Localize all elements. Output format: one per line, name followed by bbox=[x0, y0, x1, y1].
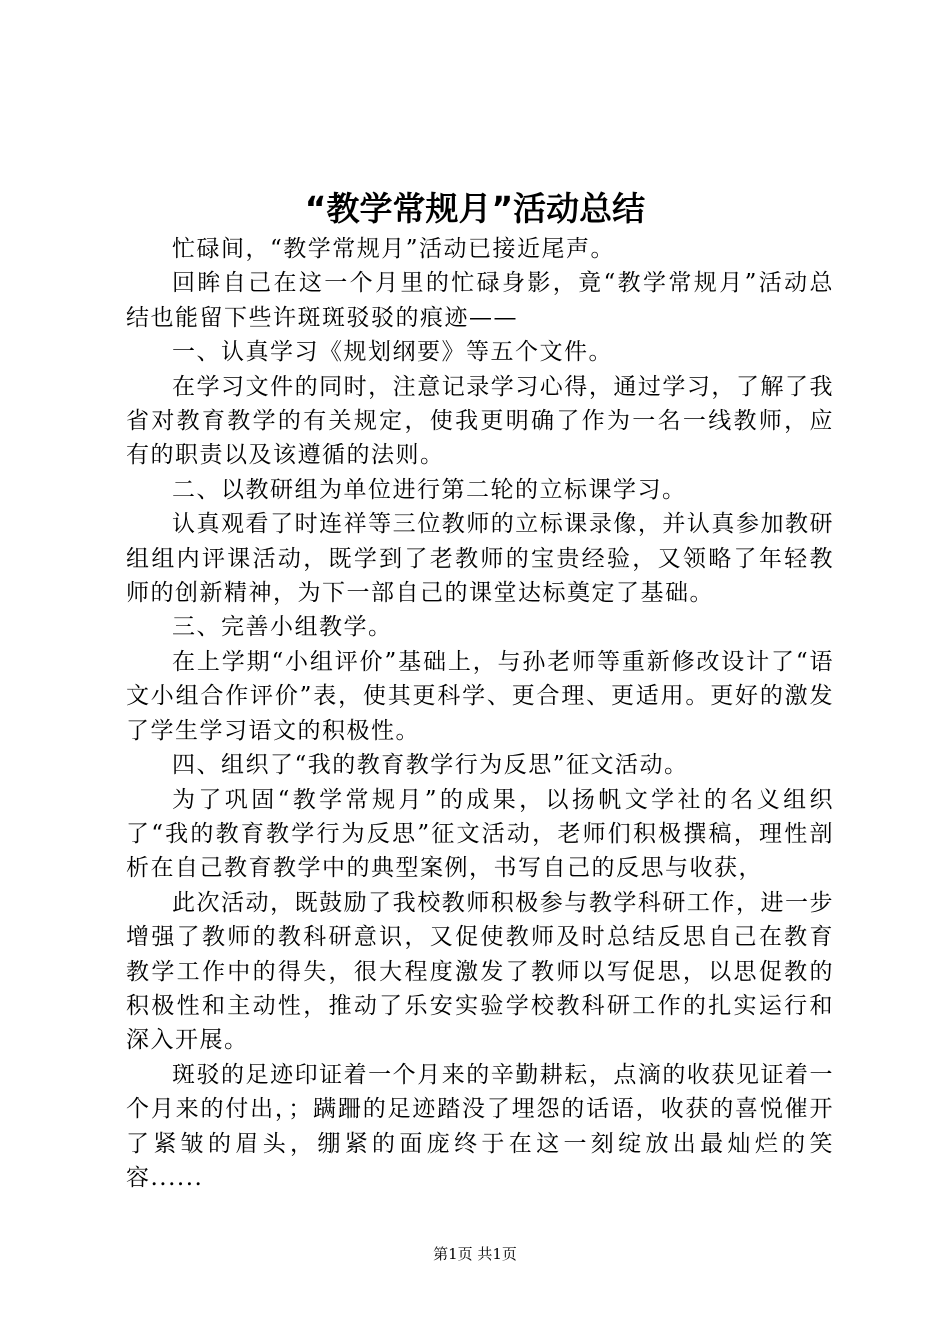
section-heading-2: 二、以教研组为单位进行第二轮的立标课学习。 bbox=[172, 476, 687, 503]
document-body bbox=[126, 232, 834, 1195]
paragraph-section-1: 在学习文件的同时，注意记录学习心得，通过学习，了解了我省对教育教学的有关规定，使我更明确了作为一名一线教师，应有的职责以及该遵循的法则。 bbox=[126, 373, 834, 469]
paragraph-section-2: 认真观看了时连祥等三位教师的立标课录像，并认真参加教研组组内评课活动，既学到了老教师的宝贵经验，又领略了年轻教师的创新精神，为下一部自己的课堂达标奠定了基础。 bbox=[126, 511, 834, 607]
section-heading-1: 一、认真学习《规划纲要》等五个文件。 bbox=[172, 339, 613, 366]
paragraph-intro: 忙碌间，“教学常规月”活动已接近尾声。 bbox=[172, 236, 616, 262]
paragraph-conclusion: 斑驳的足迹印证着一个月来的辛勤耕耘，点滴的收获见证着一个月来的付出，；蹒跚的足迹踏没了埋怨的话语，收获的喜悦催开了紧皱的眉头，绷紧的面庞终于在这一刻绽放出最灿烂的笑容...... bbox=[126, 1061, 834, 1191]
paragraph-activity-effect: 此次活动，既鼓励了我校教师积极参与教学科研工作，进一步增强了教师的教科研意识，又促使教师及时总结反思自己在教育教学工作中的得失，很大程度激发了教师以写促思，以思促教的积极性和主动性，推动了乐安实验学校教科研工作的扎实运行和深入开展。 bbox=[126, 889, 834, 1054]
section-heading-4: 四、组织了“我的教育教学行为反思”征文活动。 bbox=[172, 752, 689, 779]
paragraph-section-3: 在上学期“小组评价”基础上，与孙老师等重新修改设计了“语文小组合作评价”表，使其更科学、更合理、更适用。更好的激发了学生学习语文的积极性。 bbox=[126, 648, 834, 744]
paragraph-section-4: 为了巩固“教学常规月”的成果，以扬帆文学社的名义组织了“我的教育教学行为反思”征文活动，老师们积极撰稿，理性剖析在自己教育教学中的典型案例，书写自己的反思与收获， bbox=[126, 786, 834, 882]
section-heading-3: 三、完善小组教学。 bbox=[172, 614, 393, 641]
page-number-footer: 第1页 共1页 bbox=[433, 1245, 517, 1263]
paragraph-retrospect: 回眸自己在这一个月里的忙碌身影，竟“教学常规月”活动总结也能留下些许斑斑驳驳的痕迹—— bbox=[126, 270, 834, 331]
document-title: “教学常规月”活动总结 bbox=[304, 189, 646, 228]
